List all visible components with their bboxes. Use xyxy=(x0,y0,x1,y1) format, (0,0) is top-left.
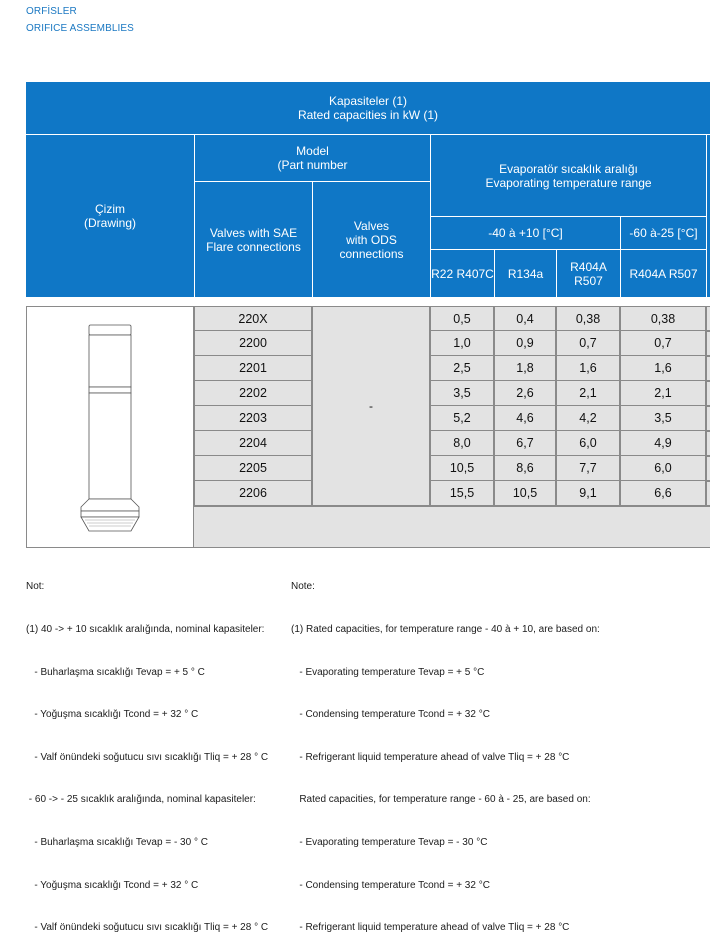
capacity-cell: 4,9 xyxy=(620,430,706,456)
range-header-2: -60 à-25 [°C] xyxy=(620,216,706,249)
orifice-drawing xyxy=(27,307,193,547)
model-cell: 2201 xyxy=(194,355,312,381)
capacity-cell: 0,9 xyxy=(494,330,556,356)
row-edge xyxy=(706,431,710,456)
section-title-tr: ORFİSLER xyxy=(26,6,77,17)
note-line: - Yoğuşma sıcaklığı Tcond = + 32 ° C xyxy=(26,879,199,891)
row-edge xyxy=(706,456,710,481)
model-cell: 2206 xyxy=(194,480,312,506)
capacity-cell: 10,5 xyxy=(430,455,494,481)
table-title: Kapasiteler (1) Rated capacities in kW (1) xyxy=(26,82,710,134)
note-line: - Buharlaşma sıcaklığı Tevap = + 5 ° C xyxy=(26,666,205,678)
note-line: - Evaporating temperature Tevap = + 5 °C xyxy=(291,666,485,678)
sae-header: Valves with SAE Flare connections xyxy=(194,181,312,297)
header-edge xyxy=(706,134,710,297)
capacity-cell: 8,6 xyxy=(494,455,556,481)
notes-turkish xyxy=(26,552,268,950)
model-cell: 2203 xyxy=(194,405,312,431)
capacity-cell: 0,5 xyxy=(430,306,494,331)
capacity-cell: 1,0 xyxy=(430,330,494,356)
row-edge xyxy=(706,306,710,331)
note-line: - Evaporating temperature Tevap = - 30 °C xyxy=(291,837,488,849)
capacity-cell: 8,0 xyxy=(430,430,494,456)
capacity-cell: 0,38 xyxy=(620,306,706,331)
note-line: - Valf önündeki soğutucu sıvı sıcaklığı Tliq = + 28 ° C xyxy=(26,922,269,934)
range-header-1: -40 à +10 [°C] xyxy=(430,216,620,249)
note-line: - 60 -> - 25 sıcaklık aralığında, nominal kapasiteler: xyxy=(26,794,256,806)
drawing-cell xyxy=(26,306,194,548)
capacity-cell: 2,6 xyxy=(494,380,556,406)
capacity-cell: 1,6 xyxy=(556,355,620,381)
capacity-cell: 7,7 xyxy=(556,455,620,481)
note-line: (1) Rated capacities, for temperature range - 40 à + 10, are based on: xyxy=(291,624,600,636)
model-cell: 2200 xyxy=(194,330,312,356)
note-line: (1) 40 -> + 10 sıcaklık aralığında, nominal kapasiteler: xyxy=(26,624,265,636)
row-edge xyxy=(706,381,710,406)
capacity-cell: 0,7 xyxy=(556,330,620,356)
ods-header: Valves with ODS connections xyxy=(312,181,430,297)
capacity-cell: 4,2 xyxy=(556,405,620,431)
row-edge xyxy=(706,406,710,431)
capacity-cell: 0,7 xyxy=(620,330,706,356)
capacity-cell: 3,5 xyxy=(620,405,706,431)
capacity-cell: 2,5 xyxy=(430,355,494,381)
model-cell: 2205 xyxy=(194,455,312,481)
capacity-cell: 1,8 xyxy=(494,355,556,381)
refrigerant-header: R134a xyxy=(494,249,556,297)
capacity-cell: 0,4 xyxy=(494,306,556,331)
capacity-cell: 6,6 xyxy=(620,480,706,506)
row-edge xyxy=(706,356,710,381)
note-line: - Condensing temperature Tcond = + 32 °C xyxy=(291,709,490,721)
refrigerant-header: R404A R507 xyxy=(556,249,620,297)
capacity-cell: 9,1 xyxy=(556,480,620,506)
refrigerant-header: R22 R407C xyxy=(430,249,494,297)
capacity-cell: 4,6 xyxy=(494,405,556,431)
row-edge xyxy=(706,331,710,356)
capacity-cell: 2,1 xyxy=(556,380,620,406)
model-cell: 2204 xyxy=(194,430,312,456)
note-line: - Yoğuşma sıcaklığı Tcond = + 32 ° C xyxy=(26,709,199,721)
evap-range-header: Evaporatör sıcaklık aralığı Evaporating temperature range xyxy=(430,134,706,216)
refrigerant-header: R404A R507 xyxy=(620,249,706,297)
model-cell: 220X xyxy=(194,306,312,331)
notes-english xyxy=(291,552,600,950)
note-line: Note: xyxy=(291,581,315,593)
note-line: - Refrigerant liquid temperature ahead of valve Tliq = + 28 °C xyxy=(291,922,570,934)
model-header: Model (Part number xyxy=(194,134,430,181)
section-title-en: ORIFICE ASSEMBLIES xyxy=(26,23,134,34)
model-cell: 2202 xyxy=(194,380,312,406)
capacity-cell: 10,5 xyxy=(494,480,556,506)
note-line: - Buharlaşma sıcaklığı Tevap = - 30 ° C xyxy=(26,837,208,849)
row-edge xyxy=(706,481,710,506)
capacity-cell: 6,0 xyxy=(620,455,706,481)
capacity-cell: 6,7 xyxy=(494,430,556,456)
drawing-header: Çizim (Drawing) xyxy=(26,134,194,297)
capacity-cell: 0,38 xyxy=(556,306,620,331)
note-line: Not: xyxy=(26,581,45,593)
ods-value-cell: - xyxy=(312,306,430,506)
capacity-cell: 2,1 xyxy=(620,380,706,406)
table-footer-strip xyxy=(194,506,710,548)
note-line: - Condensing temperature Tcond = + 32 °C xyxy=(291,879,490,891)
capacity-cell: 3,5 xyxy=(430,380,494,406)
note-line: Rated capacities, for temperature range - 60 à - 25, are based on: xyxy=(291,794,591,806)
capacity-cell: 1,6 xyxy=(620,355,706,381)
capacity-cell: 15,5 xyxy=(430,480,494,506)
note-line: - Valf önündeki soğutucu sıvı sıcaklığı Tliq = + 28 ° C xyxy=(26,751,269,763)
capacity-cell: 6,0 xyxy=(556,430,620,456)
capacity-cell: 5,2 xyxy=(430,405,494,431)
note-line: - Refrigerant liquid temperature ahead of valve Tliq = + 28 °C xyxy=(291,751,570,763)
